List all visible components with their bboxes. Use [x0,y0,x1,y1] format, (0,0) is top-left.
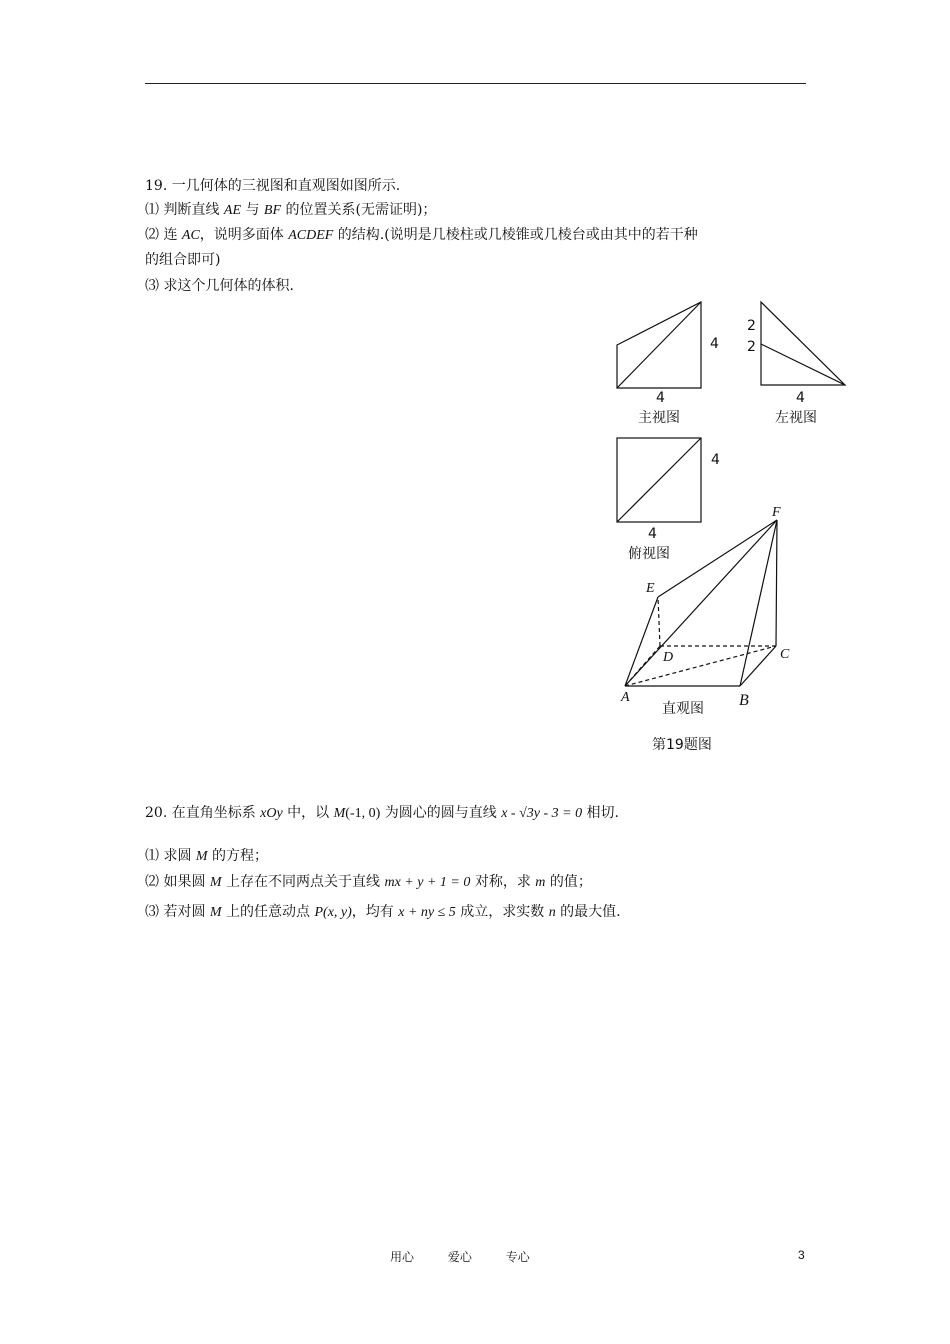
q19-part2 [145,225,698,246]
footer-word-1: 用心 [390,1250,415,1264]
q19-part1-text-c: 的位置关系(无需证明)； [281,202,437,218]
q20-part2-text-b: 上存在不同两点关于直线 [221,874,385,890]
q19-part2-text-c: 的结构.(说明是几棱柱或几棱锥或几棱台或由其中的若干种 [333,227,698,243]
front-height-dim: 4 [710,336,719,352]
math-bf: BF [263,203,282,218]
math-tangent-line: x - √3y - 3 = 0 [501,806,583,821]
vertex-c-label: C [780,647,790,662]
edge-cf [776,520,777,646]
q20-title-text-b: 中，以 [282,805,334,821]
q19-part3: ⑶ 求这个几何体的体积. [145,278,294,294]
vertex-a-label: A [621,690,630,705]
q20-part3 [145,902,621,923]
edge-ac-hidden [625,646,776,686]
front-view-label: 主视图 [638,410,680,426]
q19-part2-text-b: ，说明多面体 [199,227,289,243]
page-footer [390,1248,560,1265]
footer-word-3: 专心 [505,1250,530,1264]
left-view-label: 左视图 [775,410,817,426]
vertex-d-label: D [663,650,674,665]
left-view-inner-line [761,344,845,385]
q19-part1-text-a: ⑴ 判断直线 [145,202,224,218]
q20-part3-text-d: 成立，求实数 [455,904,549,920]
left-upper-dim: 2 [747,318,756,334]
q20-part3-text-b: 上的任意动点 [221,904,315,920]
footer-word-2: 爱心 [447,1250,472,1264]
math-m: M [209,875,222,890]
edge-bf [740,520,777,686]
q19-part2-cont: 的组合即可) [145,252,221,268]
top-height-dim: 4 [711,452,720,468]
vertex-f-label: F [772,505,781,520]
q20-part3-text-e: 的最大值. [555,904,621,920]
math-ae: AE [223,203,242,218]
q20-part2 [145,872,592,893]
q20-part1-text-a: ⑴ 求圆 [145,848,196,864]
q19-figure [600,290,870,760]
math-ac: AC [181,228,200,243]
math-n: n [548,905,556,920]
edge-af [625,520,777,686]
vertex-e-label: E [646,581,655,596]
math-m-param: m [535,875,546,890]
q20-part2-text-c: 对称，求 [470,874,536,890]
q20-title-text-d: 相切. [582,805,619,821]
q20-title-text-a: 20. 在直角坐标系 [145,805,261,821]
math-center-coords: (-1, 0) [345,806,381,821]
front-view-diagonal [617,302,701,388]
edge-bc [740,646,776,686]
q20-part1 [145,846,268,867]
q20-part1-text-b: 的方程； [207,848,269,864]
header-rule [145,83,806,84]
q19-part2-text-a: ⑵ 连 [145,227,182,243]
vertex-b-label: B [739,692,749,709]
perspective-label: 直观图 [662,701,704,717]
math-m-center: M [333,806,346,821]
q19-figure-svg [600,290,870,760]
math-point-p: P(x, y) [314,905,352,920]
q20-part3-text-c: ，均有 [351,904,399,920]
q20-part2-text-d: 的值； [545,874,592,890]
q20-title [145,803,619,824]
left-width-dim: 4 [796,390,805,406]
q20-part3-text-a: ⑶ 若对圆 [145,904,210,920]
left-view-outline [761,302,845,385]
math-symmetry-line: mx + y + 1 = 0 [384,875,471,890]
q20-title-text-c: 为圆心的圆与直线 [380,805,502,821]
q19-title: 19. 一几何体的三视图和直观图如图所示. [145,178,401,194]
top-width-dim: 4 [648,526,657,542]
page-number: 3 [798,1248,805,1262]
edge-ae [625,597,658,686]
math-inequality: x + ny ≤ 5 [398,905,456,920]
q19-part1-text-b: 与 [241,202,264,218]
math-m: M [195,849,208,864]
figure-caption: 第19题图 [652,737,712,753]
math-m: M [209,905,222,920]
q19-part1 [145,200,436,221]
q20-part2-text-a: ⑵ 如果圆 [145,874,210,890]
edge-de-hidden [658,597,660,646]
front-width-dim: 4 [656,390,665,406]
math-acdef: ACDEF [288,228,334,243]
math-xoy: xOy [260,806,283,821]
top-view-diagonal [617,438,701,522]
left-lower-dim: 2 [747,339,756,355]
top-view-label: 俯视图 [628,546,670,562]
